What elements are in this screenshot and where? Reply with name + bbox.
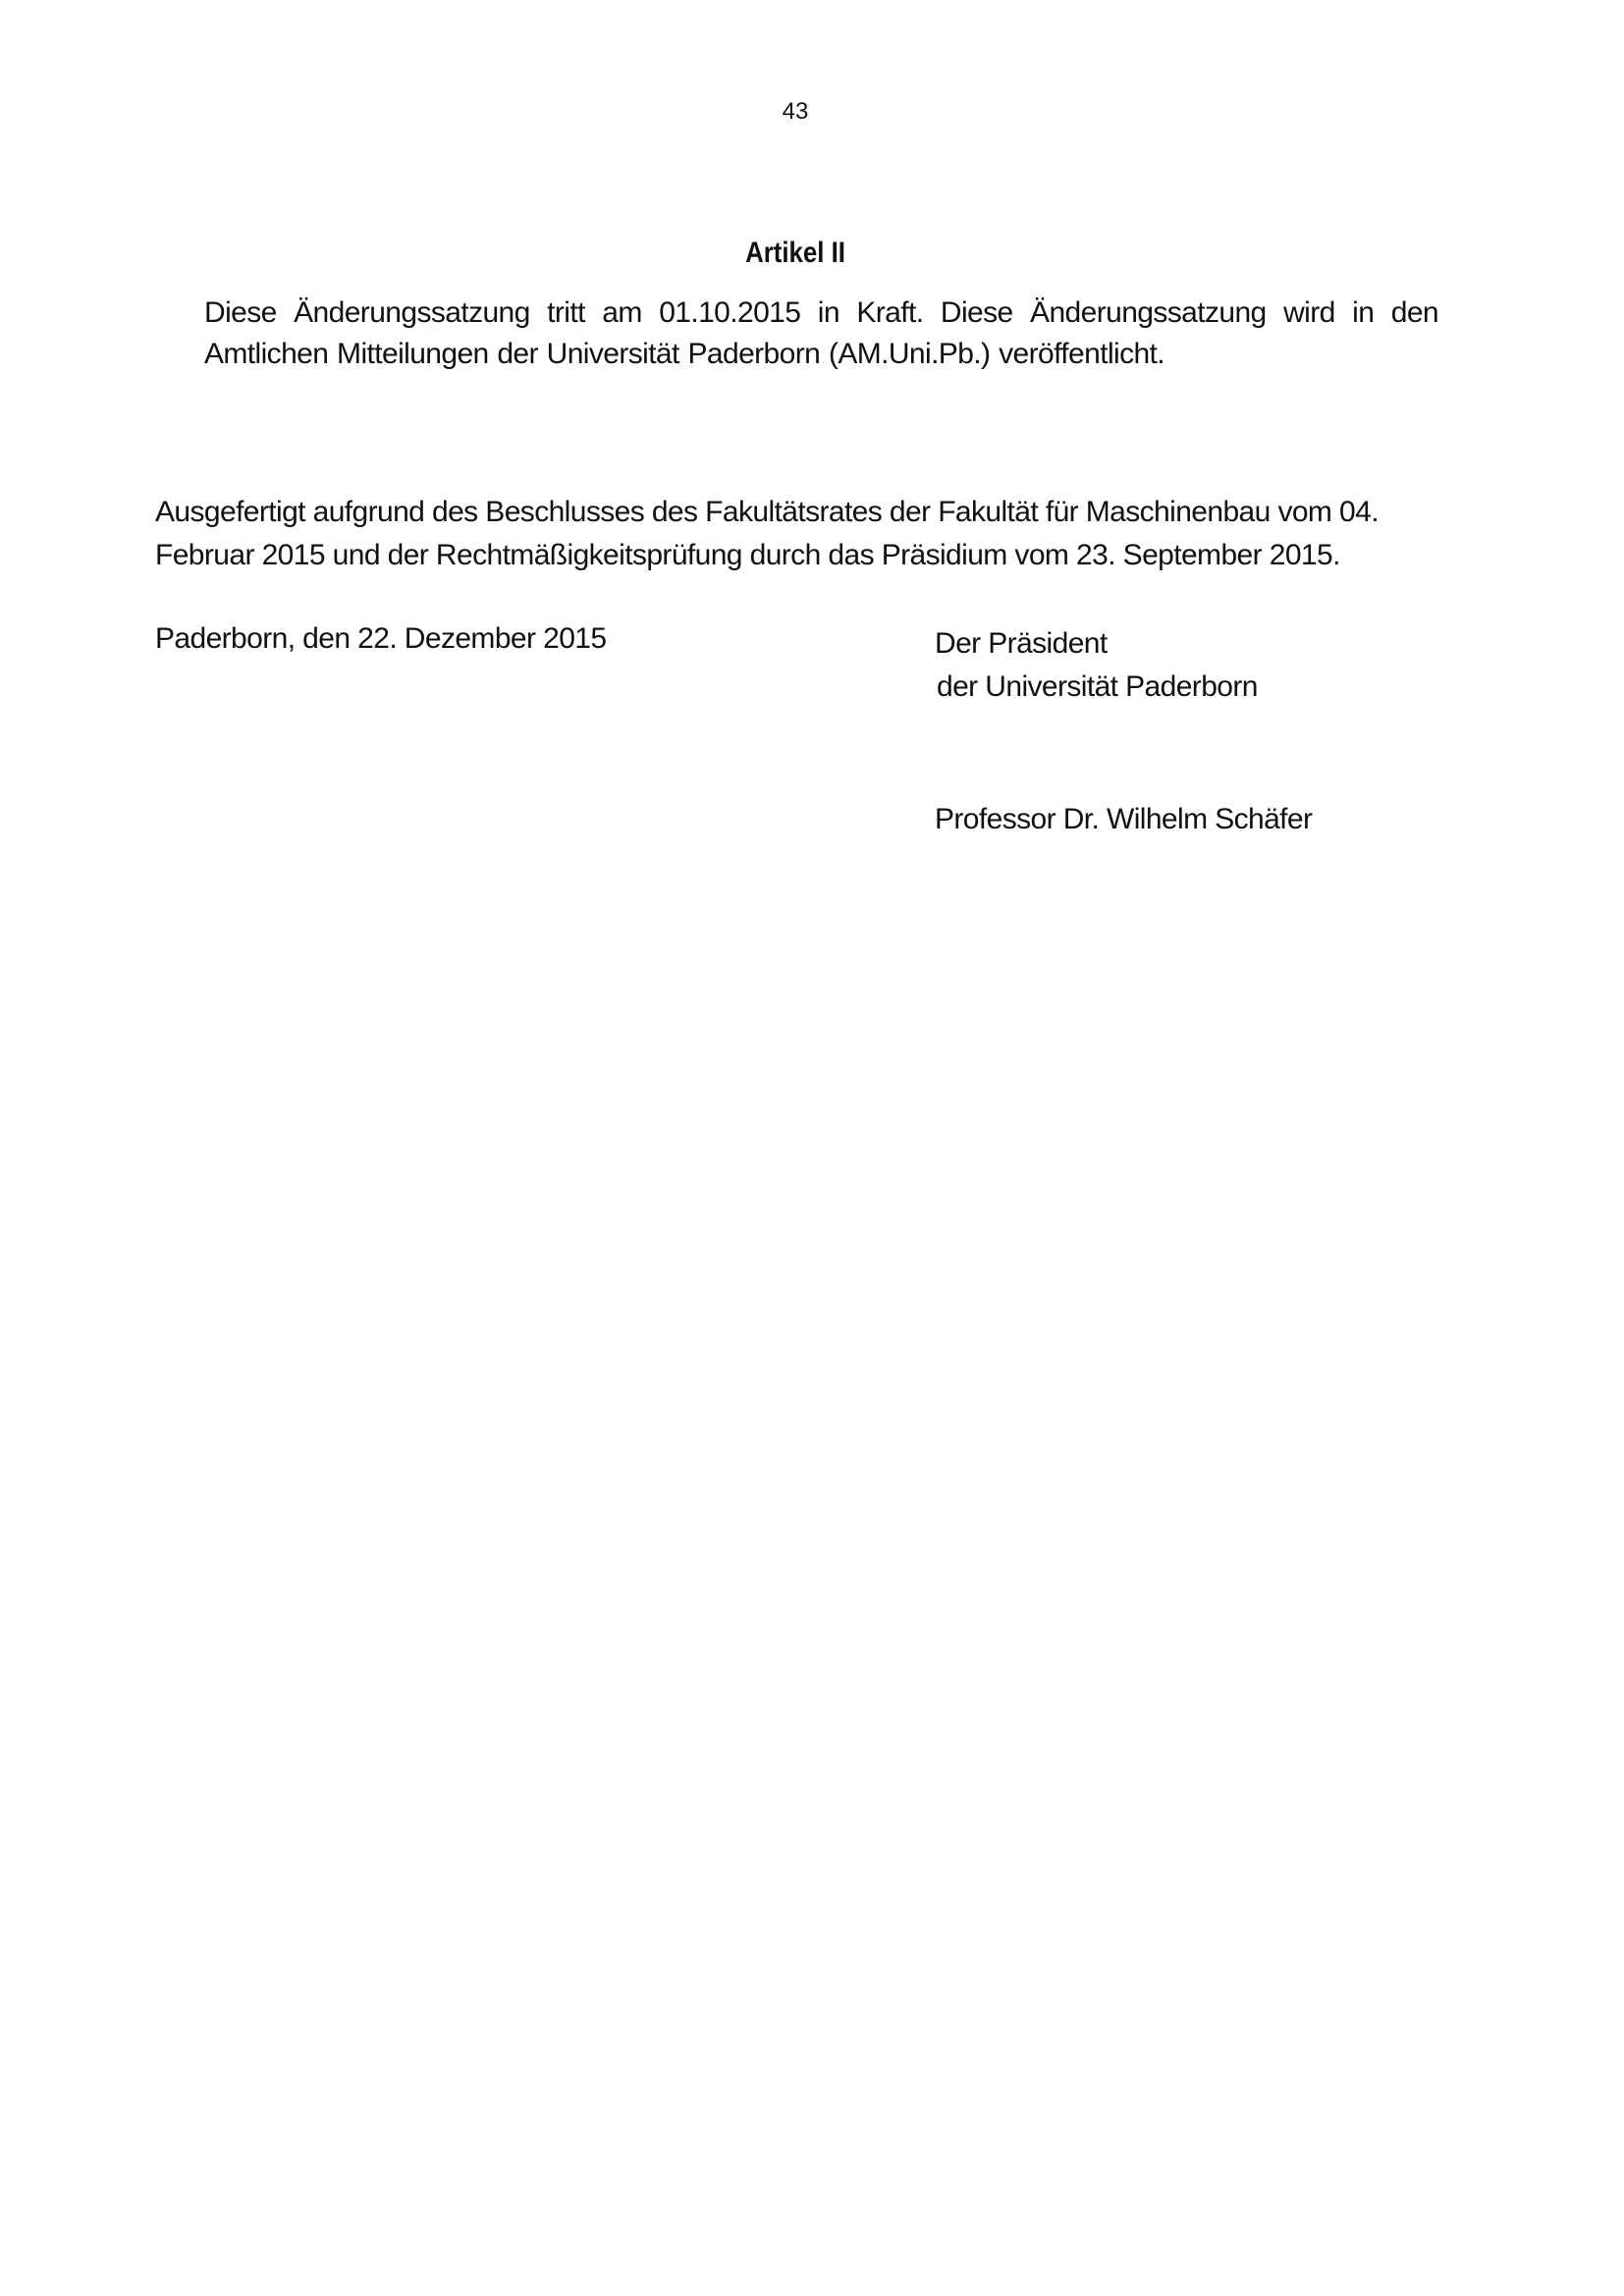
signature-title-line-2: der Universität Paderborn xyxy=(937,670,1258,703)
signatory-name: Professor Dr. Wilhelm Schäfer xyxy=(935,803,1313,835)
article-body-text: Diese Änderungssatzung tritt am 01.10.2015 in Kraft. Diese Änderungssatzung wird in den Amtlichen Mitteilungen der Universität Paderborn (AM.Uni.Pb.) veröffentlicht. xyxy=(204,296,1438,370)
page-number: 43 xyxy=(782,98,809,125)
signature-title-line-1: Der Präsident xyxy=(935,627,1108,660)
place-and-date: Paderborn, den 22. Dezember 2015 xyxy=(155,622,607,655)
execution-note-paragraph: Ausgefertigt aufgrund des Beschlusses des Fakultätsrates der Fakultät für Maschinenbau vom 04. Februar 2015 und der Rechtmäßigkeitsprüfung durch das Präsidium vom 23. September 2015. xyxy=(155,496,1379,571)
article-heading: Artikel II xyxy=(745,237,845,269)
signature-title-block xyxy=(935,622,1258,709)
